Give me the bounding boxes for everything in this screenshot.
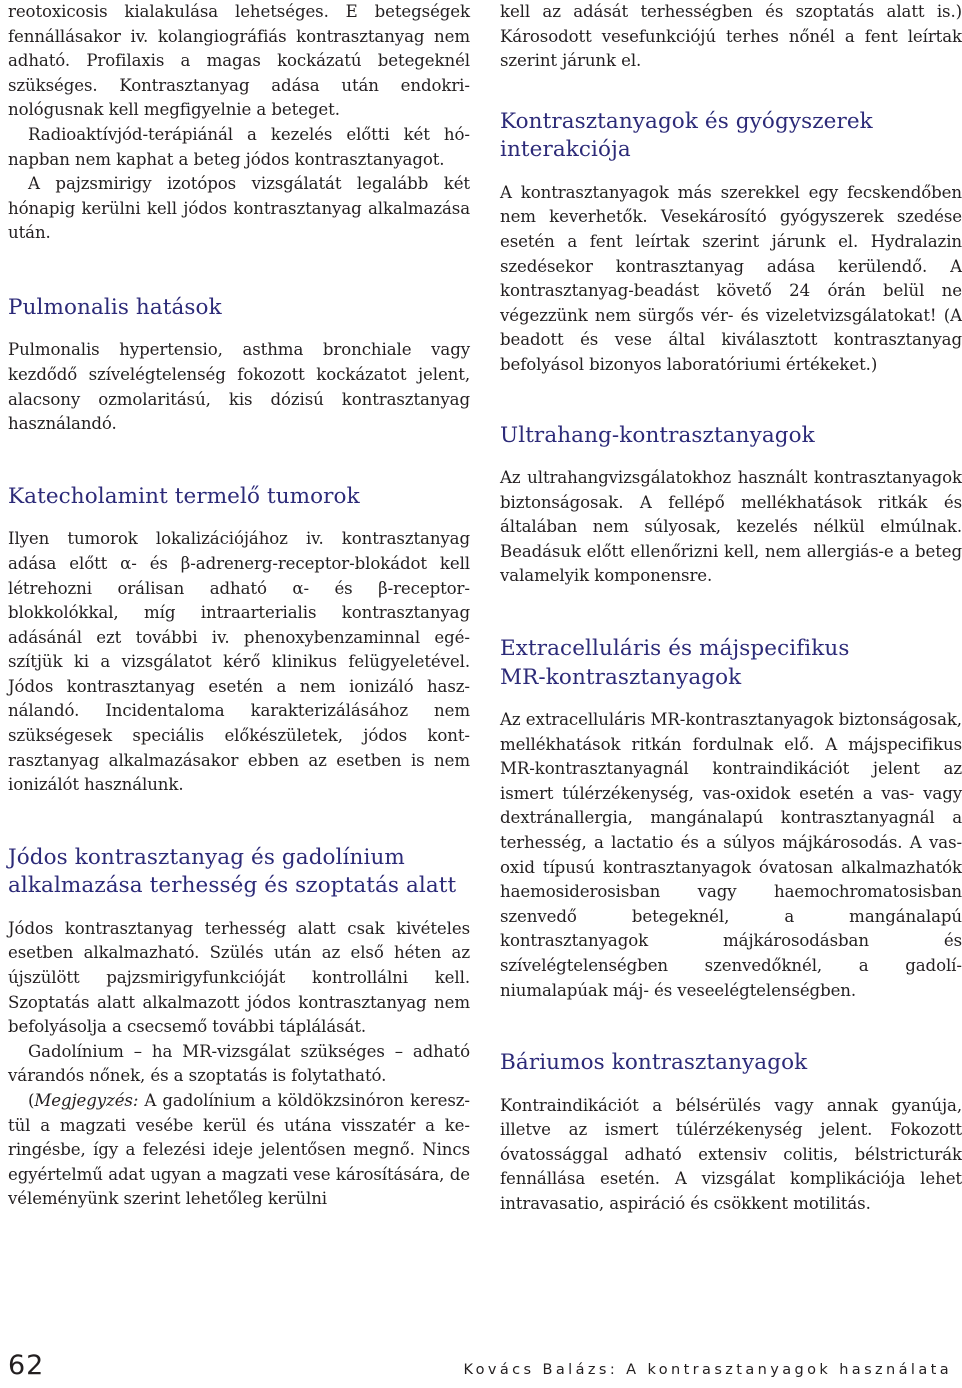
barium-heading: Báriumos kontrasztanyagok bbox=[500, 1050, 808, 1076]
mr-paragraph: Az extracelluláris MR-kontrasztanyagok biztonságosak, mellékhatások ritkán fordulnak elő. A májspecifikus MR-kontrasztanyagnál kontraindikációt jelent az ismert túlérzékenység, vas-oxidok esetén a vas- vagy dextránallergia, mangánalapú kontrasztanyagnál a terhesség, a lactatio és a súlyos májkárosodás. A vas-oxid típusú kontrasztanyagok óvatosan alkalmazhatók haemosiderosisban vagy haemochromatosisban szenvedő betegeknél, a mangánalapú kontrasztanyagok májkárosodásban és szívelégtelenségben szenvedőknél, a gadolíniumalapúak máj- és veseelégtelenségben. bbox=[500, 710, 962, 1000]
note-label: Megjegyzés: bbox=[34, 1091, 139, 1110]
katecholamin-heading: Katecholamint termelő tumorok bbox=[8, 483, 360, 509]
running-title: Kovács Balázs: A kontrasztanyagok használata bbox=[463, 1362, 952, 1378]
pulmonalis-heading: Pulmonalis hatások bbox=[8, 294, 222, 320]
interakcio-paragraph: A kontrasztanyagok más szerekkel egy fecskendőben nem keverhetők. Vesekárosító gyógyszerek szedése esetén a fent leírtak szerint járunk el. Hydralazin szedésekor kontrasztanyag adása kerülendő. A kontrasztanyag-beadást követő 24 órán belül ne végezzünk nem sürgős vér- és vizeletvizsgálatokat! (A beadott és vese által kiválasztott kontrasztanyag befolyásol bizonyos laboratóriumi értékeket.) bbox=[500, 182, 962, 374]
intro-paragraph-1: reotoxicosis kialakulása lehetséges. E betegségek fennállásakor iv. kolangiográfiás kontrasztanyag nem adható. Profilaxis a magas kockázatú betegeknél szükséges. Kontrasztanyag adása után endokrinológusnak kell megfigyelnie a beteget. bbox=[8, 2, 470, 120]
mr-heading bbox=[500, 635, 962, 692]
continued-paragraph: kell az adását terhességben és szoptatás alatt is.) Károsodott vesefunkciójú terhes nőnél a fent leírtak szerint járunk el. bbox=[500, 2, 962, 71]
note-open-paren: ( bbox=[28, 1091, 35, 1110]
terhesseg-heading-line-1: Jódos kontrasztanyag és gadolínium bbox=[8, 844, 405, 870]
interakcio-heading bbox=[500, 108, 962, 165]
terhesseg-paragraph-3 bbox=[8, 1089, 470, 1212]
katecholamin-paragraph: Ilyen tumorok lokalizációjához iv. kontrasztanyag adása előtt α- és β-adrenerg-receptor-blokádot kell létrehozni orálisan adható α- és β-receptorblokkolókkal, míg intraarterialis kontrasztanyag adásánál ezt további iv. phenoxybenzaminnal egészítjük ki a vizsgálatot kérő klinikus felügyeletével. Jódos kontrasztanyag esetén a nem ionizáló használandó. Incidentaloma karakterizálásához nem szükségesek speciális előkészületek, jódos kontrasztanyag alkalmazásakor ebben az esetben is nem ionizálót használunk. bbox=[8, 529, 470, 795]
page-number: 62 bbox=[8, 1350, 45, 1381]
terhesseg-heading bbox=[8, 844, 470, 901]
mr-heading-line-1: Extracelluláris és májspecifikus bbox=[500, 636, 850, 661]
intro-paragraph-3: A pajzsmirigy izotópos vizsgálatát legalább két hónapig kerülni kell jódos kontrasztanyag alkalmazása után. bbox=[8, 174, 470, 243]
mr-heading-line-2: MR-kontrasztanyagok bbox=[500, 664, 742, 690]
terhesseg-heading-line-2: alkalmazása terhesség és szoptatás alatt bbox=[8, 873, 457, 899]
interakcio-heading-line-2: interakciója bbox=[500, 137, 631, 163]
terhesseg-paragraph-2: Gadolínium – ha MR-vizsgálat szükséges – adható várandós nőnek, és a szoptatás is folytatható. bbox=[8, 1041, 470, 1086]
note-body: A gadolínium a köldökzsinóron keresztül a magzati vesébe kerül és utána visszatér a keringésbe, így a felezési ideje jelentősen megnő. Nincs egyértelmű adat ugyan a magzati vese károsítására, de véleményünk szerint lehetőleg kerülni bbox=[8, 1091, 470, 1209]
ultrahang-paragraph: Az ultrahangvizsgálatokhoz használt kontrasztanyagok biztonságosak. A fellépő mellékhatások ritkák és általában nem súlyosak, kezelés nélkül elmúlnak. Beadásuk előtt ellenőrizni kell, nem allergiás-e a beteg valamelyik komponensre. bbox=[500, 468, 962, 586]
intro-paragraph-2: Radioaktívjód-terápiánál a kezelés előtti két hónapban nem kaphat a beteg jódos kontrasztanyagot. bbox=[8, 124, 470, 169]
terhesseg-paragraph-1: Jódos kontrasztanyag terhesség alatt csak kivételes esetben alkalmazható. Szülés után az első héten az újszülött pajzsmirigyfunkcióját kontrollálni kell. Szoptatás alatt alkalmazott jódos kontrasztanyag nem befolyásolja a csecsemő további táplálását. bbox=[8, 918, 470, 1037]
left-column bbox=[8, 0, 470, 1212]
barium-paragraph: Kontraindikációt a bélsérülés vagy annak gyanúja, illetve az ismert túlérzékenység jelent. Fokozott óvatossággal adható extensiv colitis, bélstricturák fennállása esetén. A vizsgálat komplikációja lehet intravasatio, aspiráció és csökkent motilitás. bbox=[500, 1095, 962, 1213]
pulmonalis-paragraph: Pulmonalis hypertensio, asthma bronchiale vagy kezdődő szívelégtelenség fokozott kockázatot jelent, alacsony ozmolaritású, kis dózisú kontrasztanyag használandó. bbox=[8, 340, 470, 434]
ultrahang-heading: Ultrahang-kontrasztanyagok bbox=[500, 422, 815, 448]
right-column bbox=[500, 0, 962, 1217]
interakcio-heading-line-1: Kontrasztanyagok és gyógyszerek bbox=[500, 108, 873, 134]
